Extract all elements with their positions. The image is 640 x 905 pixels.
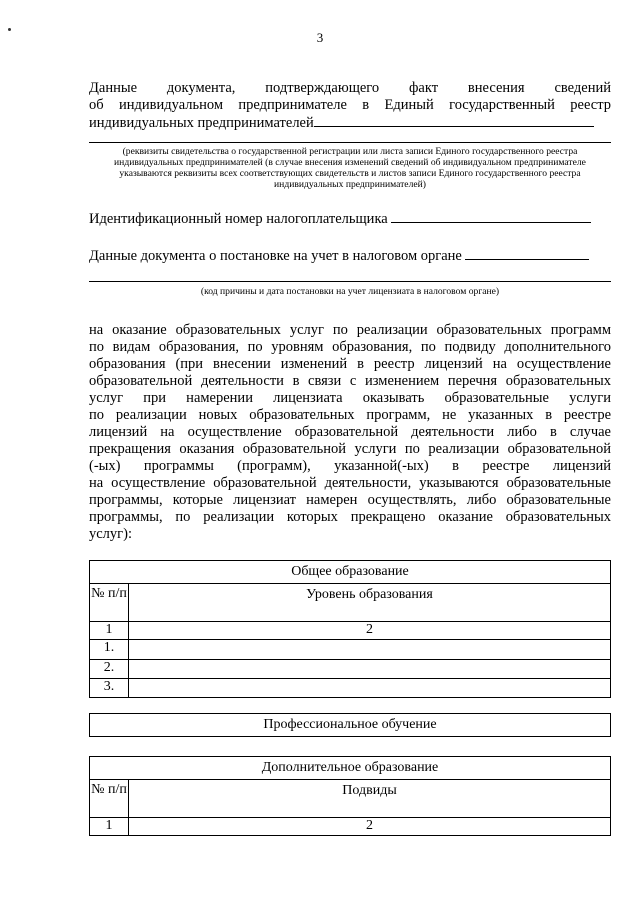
body-line-11: программы, которые лицензиат намерен осуществлять, либо образовательные <box>89 492 611 508</box>
general-row-num: 3. <box>90 679 129 698</box>
body-line-5: услуг при намерении лицензиата оказывать образовательные услуги <box>89 390 611 406</box>
additional-education-table <box>89 756 611 836</box>
registry-line-1: Данные документа, подтверждающего факт внесения сведений <box>89 80 611 96</box>
body-line-6: по реализации новых образовательных программ, не указанных в реестре <box>89 407 611 423</box>
tax-note: (код причины и дата постановки на учет лицензиата в налоговом органе) <box>200 286 500 297</box>
registry-rule[interactable] <box>89 142 611 143</box>
inn-line <box>89 210 611 228</box>
general-row-cell[interactable] <box>129 660 611 679</box>
additional-index-2: 2 <box>129 818 611 836</box>
additional-index-1: 1 <box>90 818 129 836</box>
registry-line-3 <box>89 114 611 132</box>
vocational-training-box: Профессиональное обучение <box>89 713 611 737</box>
registry-fill-line[interactable] <box>314 114 594 127</box>
inn-label: Идентификационный номер налогоплательщика <box>89 211 388 227</box>
additional-col-subtypes: Подвиды <box>129 780 611 818</box>
general-index-1: 1 <box>90 622 129 640</box>
additional-col-num: № п/п <box>90 780 129 818</box>
body-line-4: образовательной деятельности в связи с изменением перечня образовательных <box>89 373 611 389</box>
general-table-title: Общее образование <box>90 561 611 584</box>
general-row-cell[interactable] <box>129 640 611 660</box>
general-col-num: № п/п <box>90 584 129 622</box>
general-row-num: 2. <box>90 660 129 679</box>
body-line-9: (-ых) программы (программ), указанной(-ых) в реестре лицензий <box>89 458 611 474</box>
body-line-2: по видам образования, по уровням образования, по подвиду дополнительного <box>89 339 611 355</box>
registry-note: (реквизиты свидетельства о государственной регистрации или листа записи Единого государственного реестра индивидуальных предпринимателей (в случае внесения изменений сведений об индивидуальном предпринимателе указываются реквизиты всех соответствующих свидетельств и листов записи Единого государственного реестра индивидуальных предпринимателей) <box>114 146 586 190</box>
registry-line-2: об индивидуальном предпринимателе в Единый государственный реестр <box>89 97 611 113</box>
general-index-2: 2 <box>129 622 611 640</box>
general-education-table <box>89 560 611 698</box>
body-last-line: услуг): <box>89 526 132 542</box>
tax-rule[interactable] <box>89 281 611 282</box>
tax-fill-line[interactable] <box>465 247 589 260</box>
body-line-3: образования (при внесении изменений в реестр лицензий на осуществление <box>89 356 611 372</box>
body-line-1: на оказание образовательных услуг по реализации образовательных программ <box>89 322 611 338</box>
body-line-10: на осуществление образовательной деятельности, указываются образовательные <box>89 475 611 491</box>
registry-line-3-text: индивидуальных предпринимателей <box>89 115 314 131</box>
tax-line <box>89 247 611 265</box>
general-col-level: Уровень образования <box>129 584 611 622</box>
inn-fill-line[interactable] <box>391 210 591 223</box>
tax-label: Данные документа о постановке на учет в налоговом органе <box>89 248 462 264</box>
body-line-8: прекращения оказания образовательной услуги по реализации образовательной <box>89 441 611 457</box>
body-line-7: лицензий на осуществление образовательной деятельности либо в случае <box>89 424 611 440</box>
general-row-cell[interactable] <box>129 679 611 698</box>
page-number: 3 <box>316 30 324 45</box>
body-line-12: программы, по реализации которых прекращено оказание образовательных <box>89 509 611 525</box>
general-row-num: 1. <box>90 640 129 660</box>
additional-table-title: Дополнительное образование <box>90 757 611 780</box>
